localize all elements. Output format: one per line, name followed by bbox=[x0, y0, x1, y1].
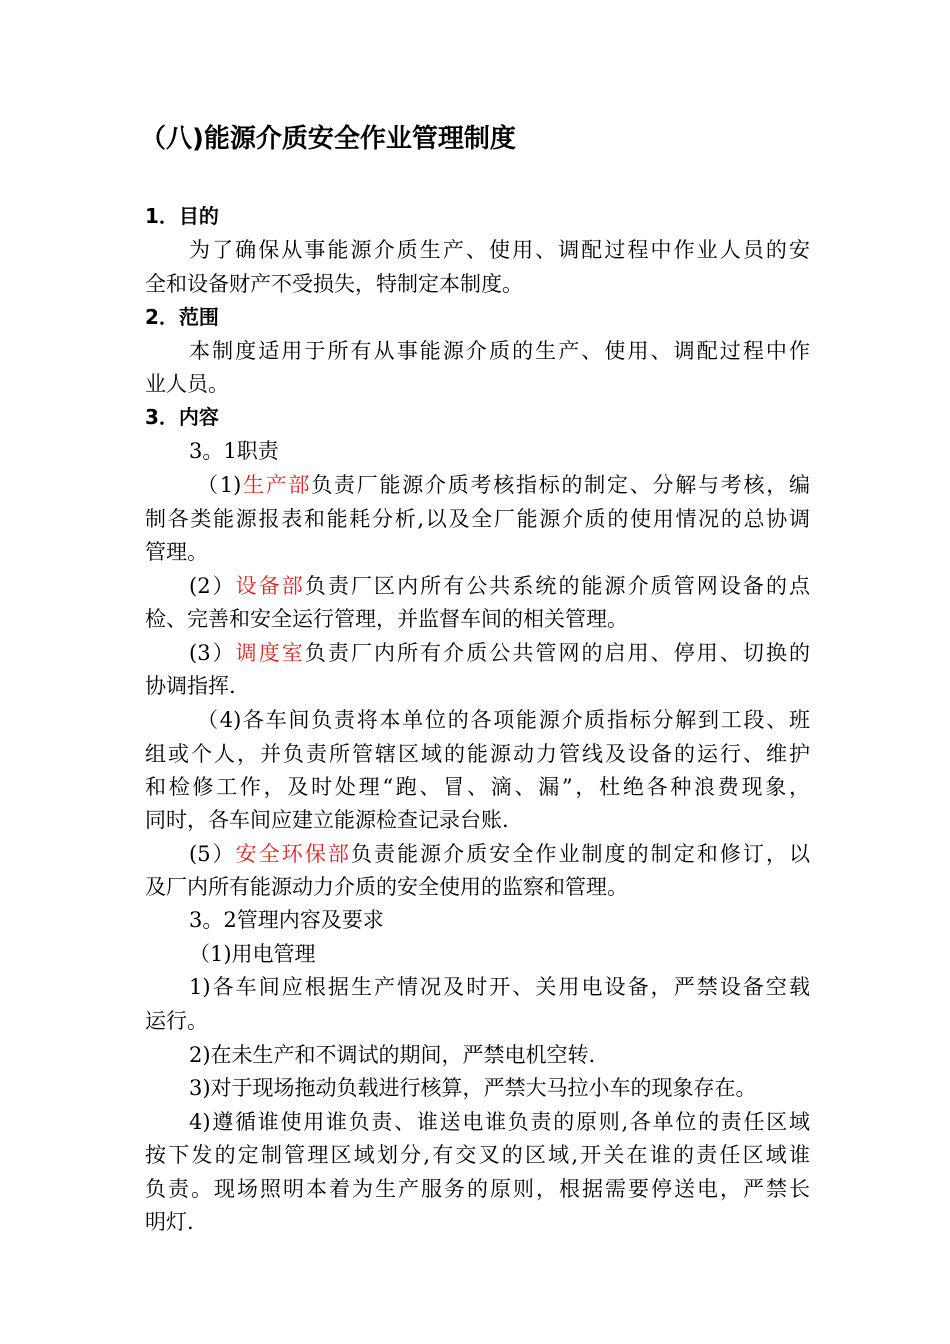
paragraph-line: 和检修工作，及时处理“跑、冒、滴、漏”，杜绝各种浪费现象， bbox=[145, 775, 810, 799]
responsibility-line bbox=[145, 469, 810, 502]
paragraph-line: 3)对于现场拖动负载进行核算，严禁大马拉小车的现象存在。 bbox=[189, 1076, 757, 1100]
department-name: 生产部 bbox=[241, 473, 312, 497]
department-name: 设备部 bbox=[235, 574, 305, 598]
paragraph-line: 明灯. bbox=[145, 1210, 194, 1234]
paragraph-line: 负责。现场照明本着为生产服务的原则，根据需要停送电，严禁长 bbox=[145, 1177, 810, 1201]
paragraph-line: 运行。 bbox=[145, 1009, 208, 1033]
paragraph-line: 1)各车间应根据生产情况及时开、关用电设备，严禁设备空载 bbox=[189, 975, 810, 999]
paragraph-line: 协调指挥. bbox=[145, 674, 236, 698]
paragraph-line: 按下发的定制管理区域划分,有交叉的区域,开关在谁的责任区域谁 bbox=[145, 1143, 810, 1167]
subsection-heading: 3。1职责 bbox=[189, 439, 279, 463]
section-heading-content: 3．内容 bbox=[145, 405, 219, 429]
section-heading-purpose: 1．目的 bbox=[145, 204, 219, 228]
text-span: 负责厂区内所有公共系统的能源介质管网设备的点 bbox=[304, 574, 811, 598]
item-number: (5） bbox=[189, 842, 236, 866]
paragraph-line: 4)遵循谁使用谁负责、谁送电谁负责的原则,各单位的责任区域 bbox=[189, 1110, 810, 1134]
text-span: 负责能源介质安全作业制度的制定和修订，以 bbox=[350, 842, 811, 866]
item-number: (2） bbox=[189, 574, 236, 598]
paragraph-line: 检、完善和安全运行管理，并监督车间的相关管理。 bbox=[145, 607, 628, 631]
text-span: 负责厂内所有介质公共管网的启用、停用、切换的 bbox=[304, 641, 811, 665]
department-name: 调度室 bbox=[235, 641, 305, 665]
subsection-title: （1)用电管理 bbox=[189, 942, 316, 966]
paragraph-line: 同时，各车间应建立能源检查记录台账. bbox=[145, 808, 509, 832]
paragraph-line: 业人员。 bbox=[145, 372, 229, 396]
paragraph-line: 为了确保从事能源介质生产、使用、调配过程中作业人员的安 bbox=[189, 238, 810, 262]
paragraph-line: 本制度适用于所有从事能源介质的生产、使用、调配过程中作 bbox=[189, 339, 810, 363]
section-heading-scope: 2．范围 bbox=[145, 305, 219, 329]
item-number: (3） bbox=[189, 641, 236, 665]
text-span: 负责厂能源介质考核指标的制定、分解与考核，编 bbox=[311, 473, 811, 497]
document-title: （八)能源介质安全作业管理制度 bbox=[140, 124, 516, 154]
responsibility-line bbox=[145, 637, 810, 670]
responsibility-line bbox=[145, 570, 810, 603]
paragraph-line: 管理。 bbox=[145, 540, 208, 564]
paragraph-line: 2)在未生产和不调试的期间，严禁电机空转. bbox=[189, 1043, 596, 1067]
paragraph-line: 及厂内所有能源动力介质的安全使用的监察和管理。 bbox=[145, 875, 628, 899]
subsection-heading: 3。2管理内容及要求 bbox=[189, 908, 384, 932]
department-name: 安全环保部 bbox=[235, 842, 351, 866]
item-number: （1) bbox=[197, 473, 242, 497]
paragraph-line: 组或个人，并负责所管辖区域的能源动力管线及设备的运行、维护 bbox=[145, 742, 810, 766]
responsibility-line bbox=[145, 838, 810, 871]
paragraph-line: 制各类能源报表和能耗分析,以及全厂能源介质的使用情况的总协调 bbox=[145, 507, 810, 531]
paragraph-line: 全和设备财产不受损失，特制定本制度。 bbox=[145, 272, 523, 296]
paragraph-line: （4)各车间负责将本单位的各项能源介质指标分解到工段、班 bbox=[197, 708, 810, 732]
